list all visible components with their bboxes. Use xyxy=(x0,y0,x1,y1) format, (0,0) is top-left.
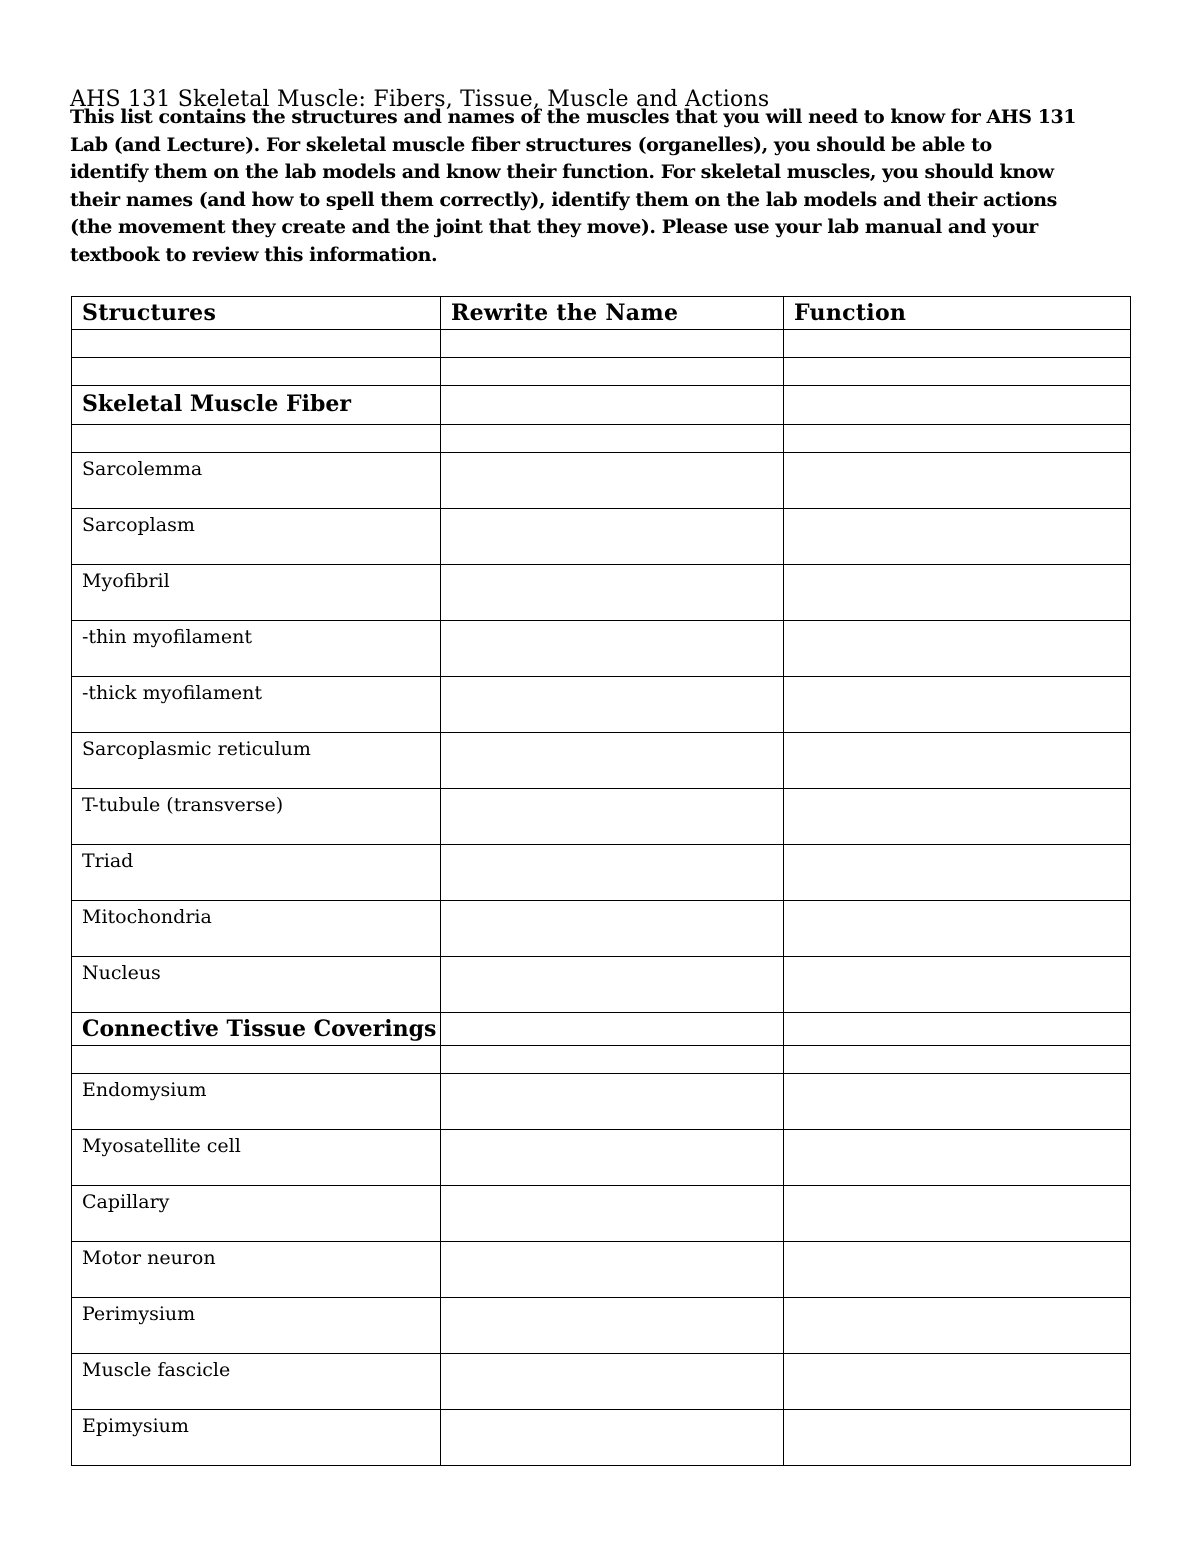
function-cell[interactable] xyxy=(784,621,1131,677)
table-row xyxy=(72,1354,1131,1410)
rewrite-cell[interactable] xyxy=(441,1242,784,1298)
structure-name: Sarcoplasmic reticulum xyxy=(72,733,441,789)
rewrite-cell[interactable] xyxy=(441,1186,784,1242)
intro-line: textbook to review this information. xyxy=(70,243,438,266)
header-structures: Structures xyxy=(72,297,441,330)
structure-name: T-tubule (transverse) xyxy=(72,789,441,845)
function-cell[interactable] xyxy=(784,425,1131,453)
structure-name: Muscle fascicle xyxy=(72,1354,441,1410)
rewrite-cell[interactable] xyxy=(441,1046,784,1074)
structures-table xyxy=(71,296,1131,1466)
function-cell[interactable] xyxy=(784,901,1131,957)
intro-line: Lab (and Lecture). For skeletal muscle fiber structures (organelles), you should be able to xyxy=(70,133,992,156)
function-cell[interactable] xyxy=(784,845,1131,901)
blank-row xyxy=(72,1046,1131,1074)
function-cell[interactable] xyxy=(784,1186,1131,1242)
table-row xyxy=(72,677,1131,733)
rewrite-cell[interactable] xyxy=(441,330,784,358)
function-cell[interactable] xyxy=(784,1298,1131,1354)
rewrite-cell[interactable] xyxy=(441,957,784,1013)
structure-name: Sarcoplasm xyxy=(72,509,441,565)
function-cell[interactable] xyxy=(784,565,1131,621)
function-cell[interactable] xyxy=(784,330,1131,358)
function-cell[interactable] xyxy=(784,677,1131,733)
section-title: Skeletal Muscle Fiber xyxy=(72,386,441,425)
table-row xyxy=(72,621,1131,677)
rewrite-cell[interactable] xyxy=(441,425,784,453)
header-function: Function xyxy=(784,297,1131,330)
blank-cell xyxy=(72,425,441,453)
intro-paragraph xyxy=(70,104,1130,269)
intro-line: (the movement they create and the joint that they move). Please use your lab manual and your xyxy=(70,216,1038,238)
table-row xyxy=(72,733,1131,789)
structure-name: -thin myofilament xyxy=(72,621,441,677)
function-cell[interactable] xyxy=(784,1242,1131,1298)
table-row xyxy=(72,957,1131,1013)
structure-name: Motor neuron xyxy=(72,1242,441,1298)
structure-name: Nucleus xyxy=(72,957,441,1013)
function-cell[interactable] xyxy=(784,509,1131,565)
structure-name: Myofibril xyxy=(72,565,441,621)
intro-line: This list contains the structures and names of the muscles that you will need to know for AHS 131 xyxy=(70,106,1077,128)
rewrite-cell[interactable] xyxy=(441,1410,784,1466)
structure-name: Capillary xyxy=(72,1186,441,1242)
structure-name: Perimysium xyxy=(72,1298,441,1354)
blank-cell xyxy=(72,358,441,386)
table-row xyxy=(72,901,1131,957)
structure-name: Sarcolemma xyxy=(72,453,441,509)
rewrite-cell[interactable] xyxy=(441,1298,784,1354)
table-row xyxy=(72,509,1131,565)
table-row xyxy=(72,565,1131,621)
rewrite-cell[interactable] xyxy=(441,621,784,677)
function-cell[interactable] xyxy=(784,453,1131,509)
section-title: Connective Tissue Coverings xyxy=(72,1013,441,1046)
table-row xyxy=(72,1130,1131,1186)
table-row xyxy=(72,1298,1131,1354)
function-cell[interactable] xyxy=(784,1130,1131,1186)
section-row-skeletal-muscle-fiber xyxy=(72,386,1131,425)
function-cell[interactable] xyxy=(784,1354,1131,1410)
table-row xyxy=(72,845,1131,901)
function-cell[interactable] xyxy=(784,1013,1131,1046)
table-row xyxy=(72,1074,1131,1130)
rewrite-cell[interactable] xyxy=(441,677,784,733)
blank-cell xyxy=(72,1046,441,1074)
rewrite-cell[interactable] xyxy=(441,733,784,789)
table-row xyxy=(72,1410,1131,1466)
rewrite-cell[interactable] xyxy=(441,358,784,386)
structure-name: Epimysium xyxy=(72,1410,441,1466)
table-header-row xyxy=(72,297,1131,330)
rewrite-cell[interactable] xyxy=(441,1130,784,1186)
structure-name: Mitochondria xyxy=(72,901,441,957)
rewrite-cell[interactable] xyxy=(441,1074,784,1130)
blank-row xyxy=(72,425,1131,453)
rewrite-cell[interactable] xyxy=(441,789,784,845)
rewrite-cell[interactable] xyxy=(441,845,784,901)
table-row xyxy=(72,1186,1131,1242)
blank-row xyxy=(72,330,1131,358)
structure-name: Triad xyxy=(72,845,441,901)
rewrite-cell[interactable] xyxy=(441,386,784,425)
rewrite-cell[interactable] xyxy=(441,565,784,621)
blank-row xyxy=(72,358,1131,386)
function-cell[interactable] xyxy=(784,386,1131,425)
intro-line: identify them on the lab models and know their function. For skeletal muscles, you should know xyxy=(70,161,1054,183)
table-row xyxy=(72,789,1131,845)
intro-line: their names (and how to spell them correctly), identify them on the lab models and their actions xyxy=(70,188,1057,211)
rewrite-cell[interactable] xyxy=(441,1354,784,1410)
section-row-connective-tissue-coverings xyxy=(72,1013,1131,1046)
structure-name: Endomysium xyxy=(72,1074,441,1130)
table-row xyxy=(72,453,1131,509)
function-cell[interactable] xyxy=(784,1074,1131,1130)
function-cell[interactable] xyxy=(784,733,1131,789)
function-cell[interactable] xyxy=(784,1410,1131,1466)
rewrite-cell[interactable] xyxy=(441,453,784,509)
function-cell[interactable] xyxy=(784,957,1131,1013)
structure-name: -thick myofilament xyxy=(72,677,441,733)
table-row xyxy=(72,1242,1131,1298)
rewrite-cell[interactable] xyxy=(441,509,784,565)
function-cell[interactable] xyxy=(784,358,1131,386)
function-cell[interactable] xyxy=(784,1046,1131,1074)
page-title: AHS 131 Skeletal Muscle: Fibers, Tissue, Muscle and Actions xyxy=(70,86,770,112)
rewrite-cell[interactable] xyxy=(441,1013,784,1046)
structure-name: Myosatellite cell xyxy=(72,1130,441,1186)
blank-cell xyxy=(72,330,441,358)
header-rewrite-name: Rewrite the Name xyxy=(441,297,784,330)
rewrite-cell[interactable] xyxy=(441,901,784,957)
function-cell[interactable] xyxy=(784,789,1131,845)
